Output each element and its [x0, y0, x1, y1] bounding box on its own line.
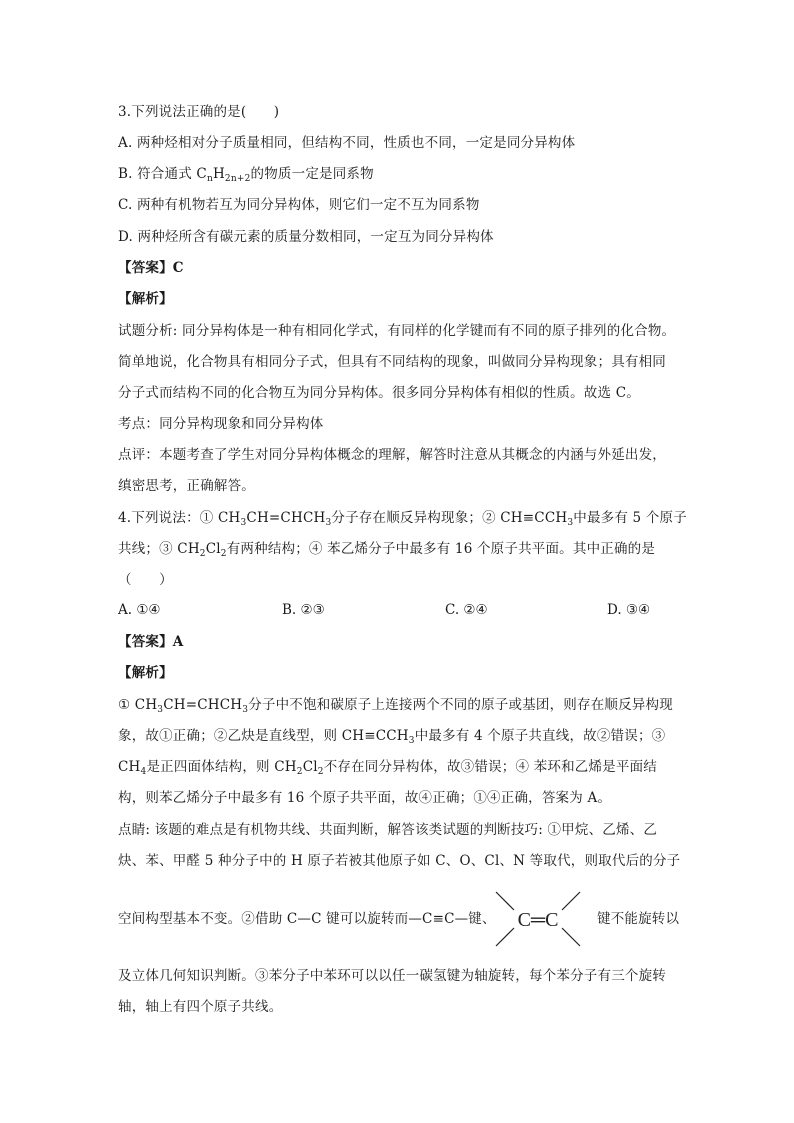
q3-option-d: D. 两种烃所含有碳元素的质量分数相同，一定互为同分异构体 — [118, 229, 494, 245]
q3-analysis-line-3: 分子式而结构不同的化合物互为同分异构体。很多同分异构体有相似的性质。故选 C。 — [118, 385, 640, 401]
alkene-double-bond-figure — [490, 884, 586, 954]
q3-analysis-line-2: 简单地说，化合物具有相同分子式，但具有不同结构的现象，叫做同分异构现象；具有相同 — [118, 354, 666, 370]
q4-analysis-heading: 【解析】 — [118, 665, 173, 681]
q3-stem: 3.下列说法正确的是( ) — [118, 104, 280, 120]
q4-dianjing-line-4: 及立体几何知识判断。③苯分子中苯环可以以任一碳氢键为轴旋转，每个苯分子有三个旋转 — [118, 968, 666, 984]
q3-answer: 【答案】C — [118, 260, 184, 276]
q4-option-a: A. ①④ — [118, 602, 161, 618]
q4-option-d: D. ③④ — [607, 602, 651, 618]
q4-answer-blank: （ ） — [118, 572, 173, 588]
q4-stem-line-2: 共线；③ $CH_2Cl_2$有两种结构；④ 苯乙烯分子中最多有 16 个原子共平面。其中正确的是 — [118, 541, 656, 559]
q4-option-c: C. ②④ — [445, 602, 488, 618]
q3-option-c: C. 两种有机物若互为同分异构体，则它们一定不互为同系物 — [118, 197, 480, 213]
q4-option-b: B. ②③ — [282, 602, 325, 618]
q4-dianjing-line-1: 点睛: 该题的难点是有机物共线、共面判断，解答该类试题的判断技巧: ①甲烷、乙烯、乙 — [118, 822, 658, 838]
q3-option-b: B. 符合通式 $C_nH_{2n+2}$的物质一定是同系物 — [118, 166, 374, 184]
q4-stem-line-1: 4.下列说法：① $CH_3CH=CHCH_3$分子存在顺反异构现象；② $CH\equiv CCH_3$中最多有 5 个原子 — [118, 510, 687, 528]
q4-explain-line-2: 象，故①正确；②乙炔是直线型，则 $CH\equiv CCH_3$中最多有 4 个原子共直线，故②错误；③ — [118, 728, 666, 746]
q3-kaodian: 考点：同分异构现象和同分异构体 — [118, 416, 324, 432]
q3-option-a: A. 两种烃相对分子质量相同，但结构不同，性质也不同，一定是同分异构体 — [118, 135, 576, 151]
q4-explain-line-4: 构，则苯乙烯分子中最多有 16 个原子共平面，故④正确；①④正确，答案为 A。 — [118, 790, 612, 806]
q4-explain-line-3: $CH_4$是正四面体结构，则 $CH_2Cl_2$不存在同分异构体，故③错误；④ 苯环和乙烯是平面结 — [118, 759, 657, 777]
q3-analysis-line-1: 试题分析: 同分异构体是一种有相同化学式，有同样的化学键而有不同的原子排列的化合物。 — [118, 323, 676, 339]
q4-dianjing-line-3-tail: 键不能旋转以 — [597, 911, 680, 927]
q4-dianjing-line-5: 轴，轴上有四个原子共线。 — [118, 999, 283, 1015]
q3-dianping-line-1: 点评：本题考查了学生对同分异构体概念的理解，解答时注意从其概念的内涵与外延出发， — [118, 447, 666, 463]
q4-answer: 【答案】A — [118, 634, 184, 650]
double-bond-formula: C═C — [517, 909, 559, 931]
q4-dianjing-line-3: 空间构型基本不变。②借助 C—C 键可以旋转而—C≡C—键、 — [118, 911, 496, 927]
double-bond-diagram — [490, 884, 586, 954]
q3-dianping-line-2: 缜密思考，正确解答。 — [118, 478, 255, 494]
q4-dianjing-line-2: 炔、苯、甲醛 5 种分子中的 H 原子若被其他原子如 C、O、Cl、N 等取代，则取代后的分子 — [118, 853, 681, 869]
q3-analysis-heading: 【解析】 — [118, 291, 173, 307]
q4-explain-line-1: ① $CH_3CH=CHCH_3$分子中不饱和碳原子上连接两个不同的原子或基团，则存在顺反异构现 — [118, 697, 673, 715]
